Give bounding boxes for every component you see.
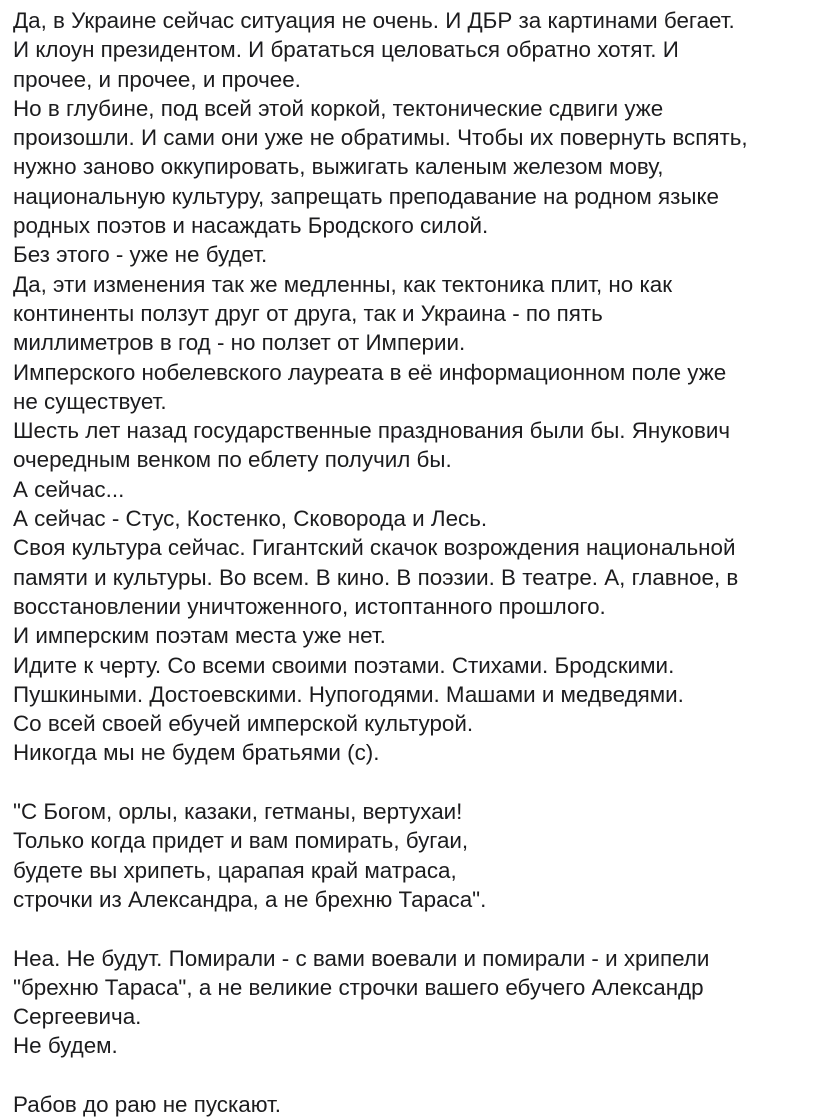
- closing-line: Рабов до раю не пускают.: [13, 1091, 282, 1117]
- text-line: очередным венком по еблету получил бы.: [13, 447, 452, 473]
- quote-line: Только когда придет и вам помирать, бугаи,: [13, 828, 469, 854]
- text-line: памяти и культуры. Во всем. В кино. В поэзии. В театре. А, главное, в: [13, 564, 739, 590]
- text-line: Идите к черту. Со всеми своими поэтами. Стихами. Бродскими.: [13, 652, 675, 678]
- text-line: Но в глубине, под всей этой коркой, тектонические сдвиги уже: [13, 95, 664, 121]
- text-line: Неа. Не будут. Помирали - с вами воевали и помирали - и хрипели: [13, 945, 710, 971]
- text-line: Никогда мы не будем братьями (с).: [13, 740, 380, 766]
- text-line: миллиметров в год - но ползет от Империи.: [13, 330, 466, 356]
- text-line: А сейчас...: [13, 476, 125, 502]
- text-line: прочее, и прочее, и прочее.: [13, 66, 301, 92]
- quote-line: "С Богом, орлы, казаки, гетманы, вертухаи!: [13, 799, 463, 825]
- text-line: не существует.: [13, 388, 167, 414]
- text-line: Пушкиными. Достоевскими. Нупогодями. Машами и медведями.: [13, 681, 684, 707]
- quote-line: строчки из Александра, а не брехню Тараса".: [13, 886, 487, 912]
- text-line: Имперского нобелевского лауреата в её информационном поле уже: [13, 359, 727, 385]
- text-line: Да, эти изменения так же медленны, как тектоника плит, но как: [13, 271, 672, 297]
- blank-line: [13, 914, 817, 943]
- text-line: нужно заново оккупировать, выжигать каленым железом мову,: [13, 154, 664, 180]
- text-line: И имперским поэтам места уже нет.: [13, 623, 386, 649]
- text-line: Не будем.: [13, 1033, 118, 1059]
- blank-line: [13, 768, 817, 797]
- text-line: родных поэтов и насаждать Бродского силой.: [13, 213, 489, 239]
- text-line: произошли. И сами они уже не обратимы. Чтобы их повернуть вспять,: [13, 125, 748, 151]
- text-line: Шесть лет назад государственные празднования были бы. Янукович: [13, 418, 731, 444]
- text-line: Да, в Украине сейчас ситуация не очень. И ДБР за картинами бегает.: [13, 8, 735, 33]
- text-line: Сергеевича.: [13, 1004, 142, 1030]
- text-line: А сейчас - Стус, Костенко, Сковорода и Лесь.: [13, 506, 488, 532]
- text-line: восстановлении уничтоженного, истоптанного прошлого.: [13, 593, 606, 619]
- text-line: Со всей своей ебучей имперской культурой.: [13, 711, 474, 737]
- text-line: континенты ползут друг от друга, так и Украина - по пять: [13, 300, 603, 326]
- blank-line: [13, 1061, 817, 1090]
- text-line: национальную культуру, запрещать преподавание на родном языке: [13, 183, 719, 209]
- text-line: "брехню Тараса", а не великие строчки вашего ебучего Александр: [13, 974, 704, 1000]
- text-line: Своя культура сейчас. Гигантский скачок возрождения национальной: [13, 535, 736, 561]
- text-line: Без этого - уже не будет.: [13, 242, 268, 268]
- quote-line: будете вы хрипеть, царапая край матраса,: [13, 857, 457, 883]
- text-line: И клоун президентом. И брататься целоваться обратно хотят. И: [13, 37, 679, 63]
